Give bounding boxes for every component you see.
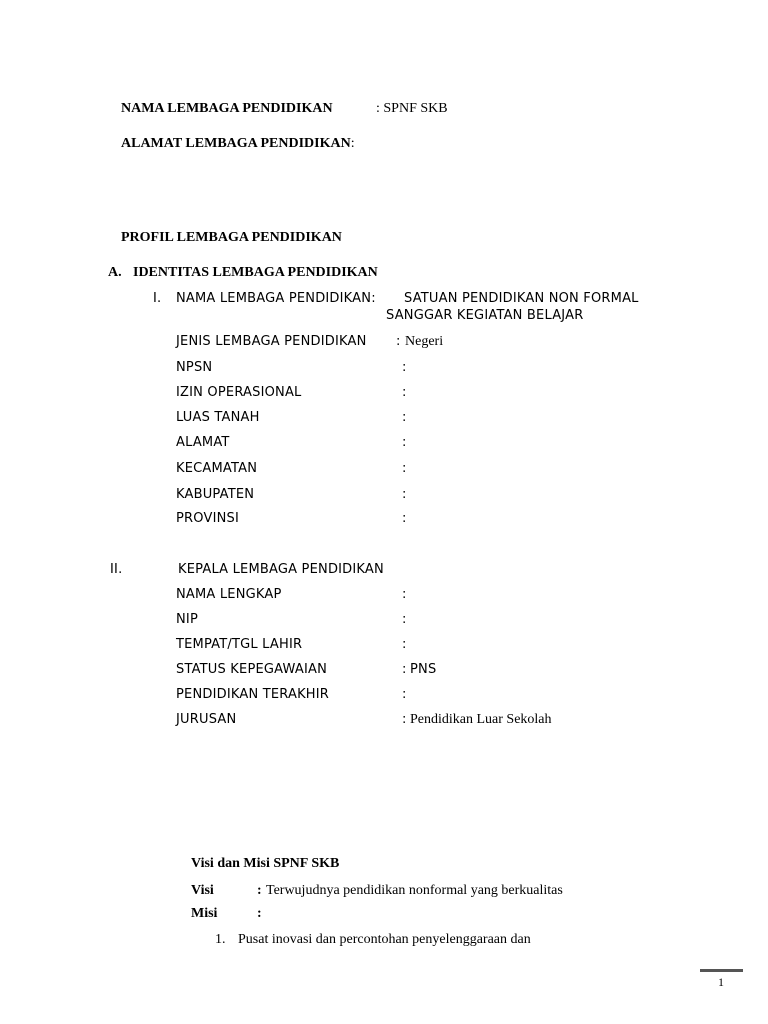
field-alamat-label: ALAMAT: [176, 435, 230, 450]
misi-item-text: Pusat inovasi dan percontohan penyelenggaraan dan: [238, 932, 531, 947]
field-luas-label: LUAS TANAH: [176, 410, 260, 425]
institution-name-label: NAMA LEMBAGA PENDIDIKAN: [121, 101, 333, 116]
part-ii-marker: II.: [110, 562, 123, 577]
visi-label: Visi: [191, 883, 214, 898]
misi-item-number: 1.: [215, 932, 226, 947]
institution-name-value: : SPNF SKB: [376, 101, 448, 116]
field-luas-colon: :: [402, 410, 407, 425]
visi-misi-title: Visi dan Misi SPNF SKB: [191, 856, 340, 871]
misi-label: Misi: [191, 906, 218, 921]
field-kecamatan-colon: :: [402, 461, 407, 476]
field-status-colon: :: [402, 662, 407, 677]
field-ttl-label: TEMPAT/TGL LAHIR: [176, 637, 303, 652]
field-nip-label: NIP: [176, 612, 198, 627]
part-i-name-value-line1: SATUAN PENDIDIKAN NON FORMAL: [404, 291, 639, 306]
footer-divider: [700, 969, 743, 972]
visi-colon: :: [257, 883, 262, 898]
field-nama-lengkap-colon: :: [402, 587, 407, 602]
field-jurusan-label: JURUSAN: [176, 712, 237, 727]
jenis-colon: :: [396, 334, 401, 349]
section-a-marker: A.: [108, 265, 122, 280]
field-jurusan-colon: :: [402, 712, 407, 727]
institution-address-label: ALAMAT LEMBAGA PENDIDIKAN: [121, 136, 351, 151]
part-i-name-label: NAMA LEMBAGA PENDIDIKAN:: [176, 291, 376, 306]
field-jurusan-value: Pendidikan Luar Sekolah: [410, 712, 552, 727]
visi-text: Terwujudnya pendidikan nonformal yang berkualitas: [266, 883, 563, 898]
field-alamat-colon: :: [402, 435, 407, 450]
field-status-value: PNS: [410, 662, 437, 677]
field-pendidikan-label: PENDIDIKAN TERAKHIR: [176, 687, 330, 702]
jenis-value: Negeri: [405, 334, 444, 349]
field-ttl-colon: :: [402, 637, 407, 652]
field-npsn-label: NPSN: [176, 360, 213, 375]
field-npsn-colon: :: [402, 360, 407, 375]
field-izin-colon: :: [402, 385, 407, 400]
field-nip-colon: :: [402, 612, 407, 627]
field-provinsi-colon: :: [402, 511, 407, 526]
misi-colon: :: [257, 906, 262, 921]
field-kecamatan-label: KECAMATAN: [176, 461, 258, 476]
part-ii-title: KEPALA LEMBAGA PENDIDIKAN: [178, 562, 384, 577]
field-nama-lengkap-label: NAMA LENGKAP: [176, 587, 282, 602]
field-kabupaten-colon: :: [402, 487, 407, 502]
field-status-label: STATUS KEPEGAWAIAN: [176, 662, 328, 677]
field-izin-label: IZIN OPERASIONAL: [176, 385, 302, 400]
field-provinsi-label: PROVINSI: [176, 511, 240, 526]
profile-title: PROFIL LEMBAGA PENDIDIKAN: [121, 230, 342, 245]
section-a-title: IDENTITAS LEMBAGA PENDIDIKAN: [133, 265, 378, 280]
field-kabupaten-label: KABUPATEN: [176, 487, 255, 502]
institution-address-row: [121, 136, 355, 152]
jenis-label: JENIS LEMBAGA PENDIDIKAN: [176, 334, 367, 349]
page-number: 1: [718, 975, 724, 989]
field-pendidikan-colon: :: [402, 687, 407, 702]
part-i-name-value-line2: SANGGAR KEGIATAN BELAJAR: [386, 308, 584, 323]
institution-address-value: :: [350, 136, 355, 151]
part-i-marker: I.: [153, 291, 162, 306]
